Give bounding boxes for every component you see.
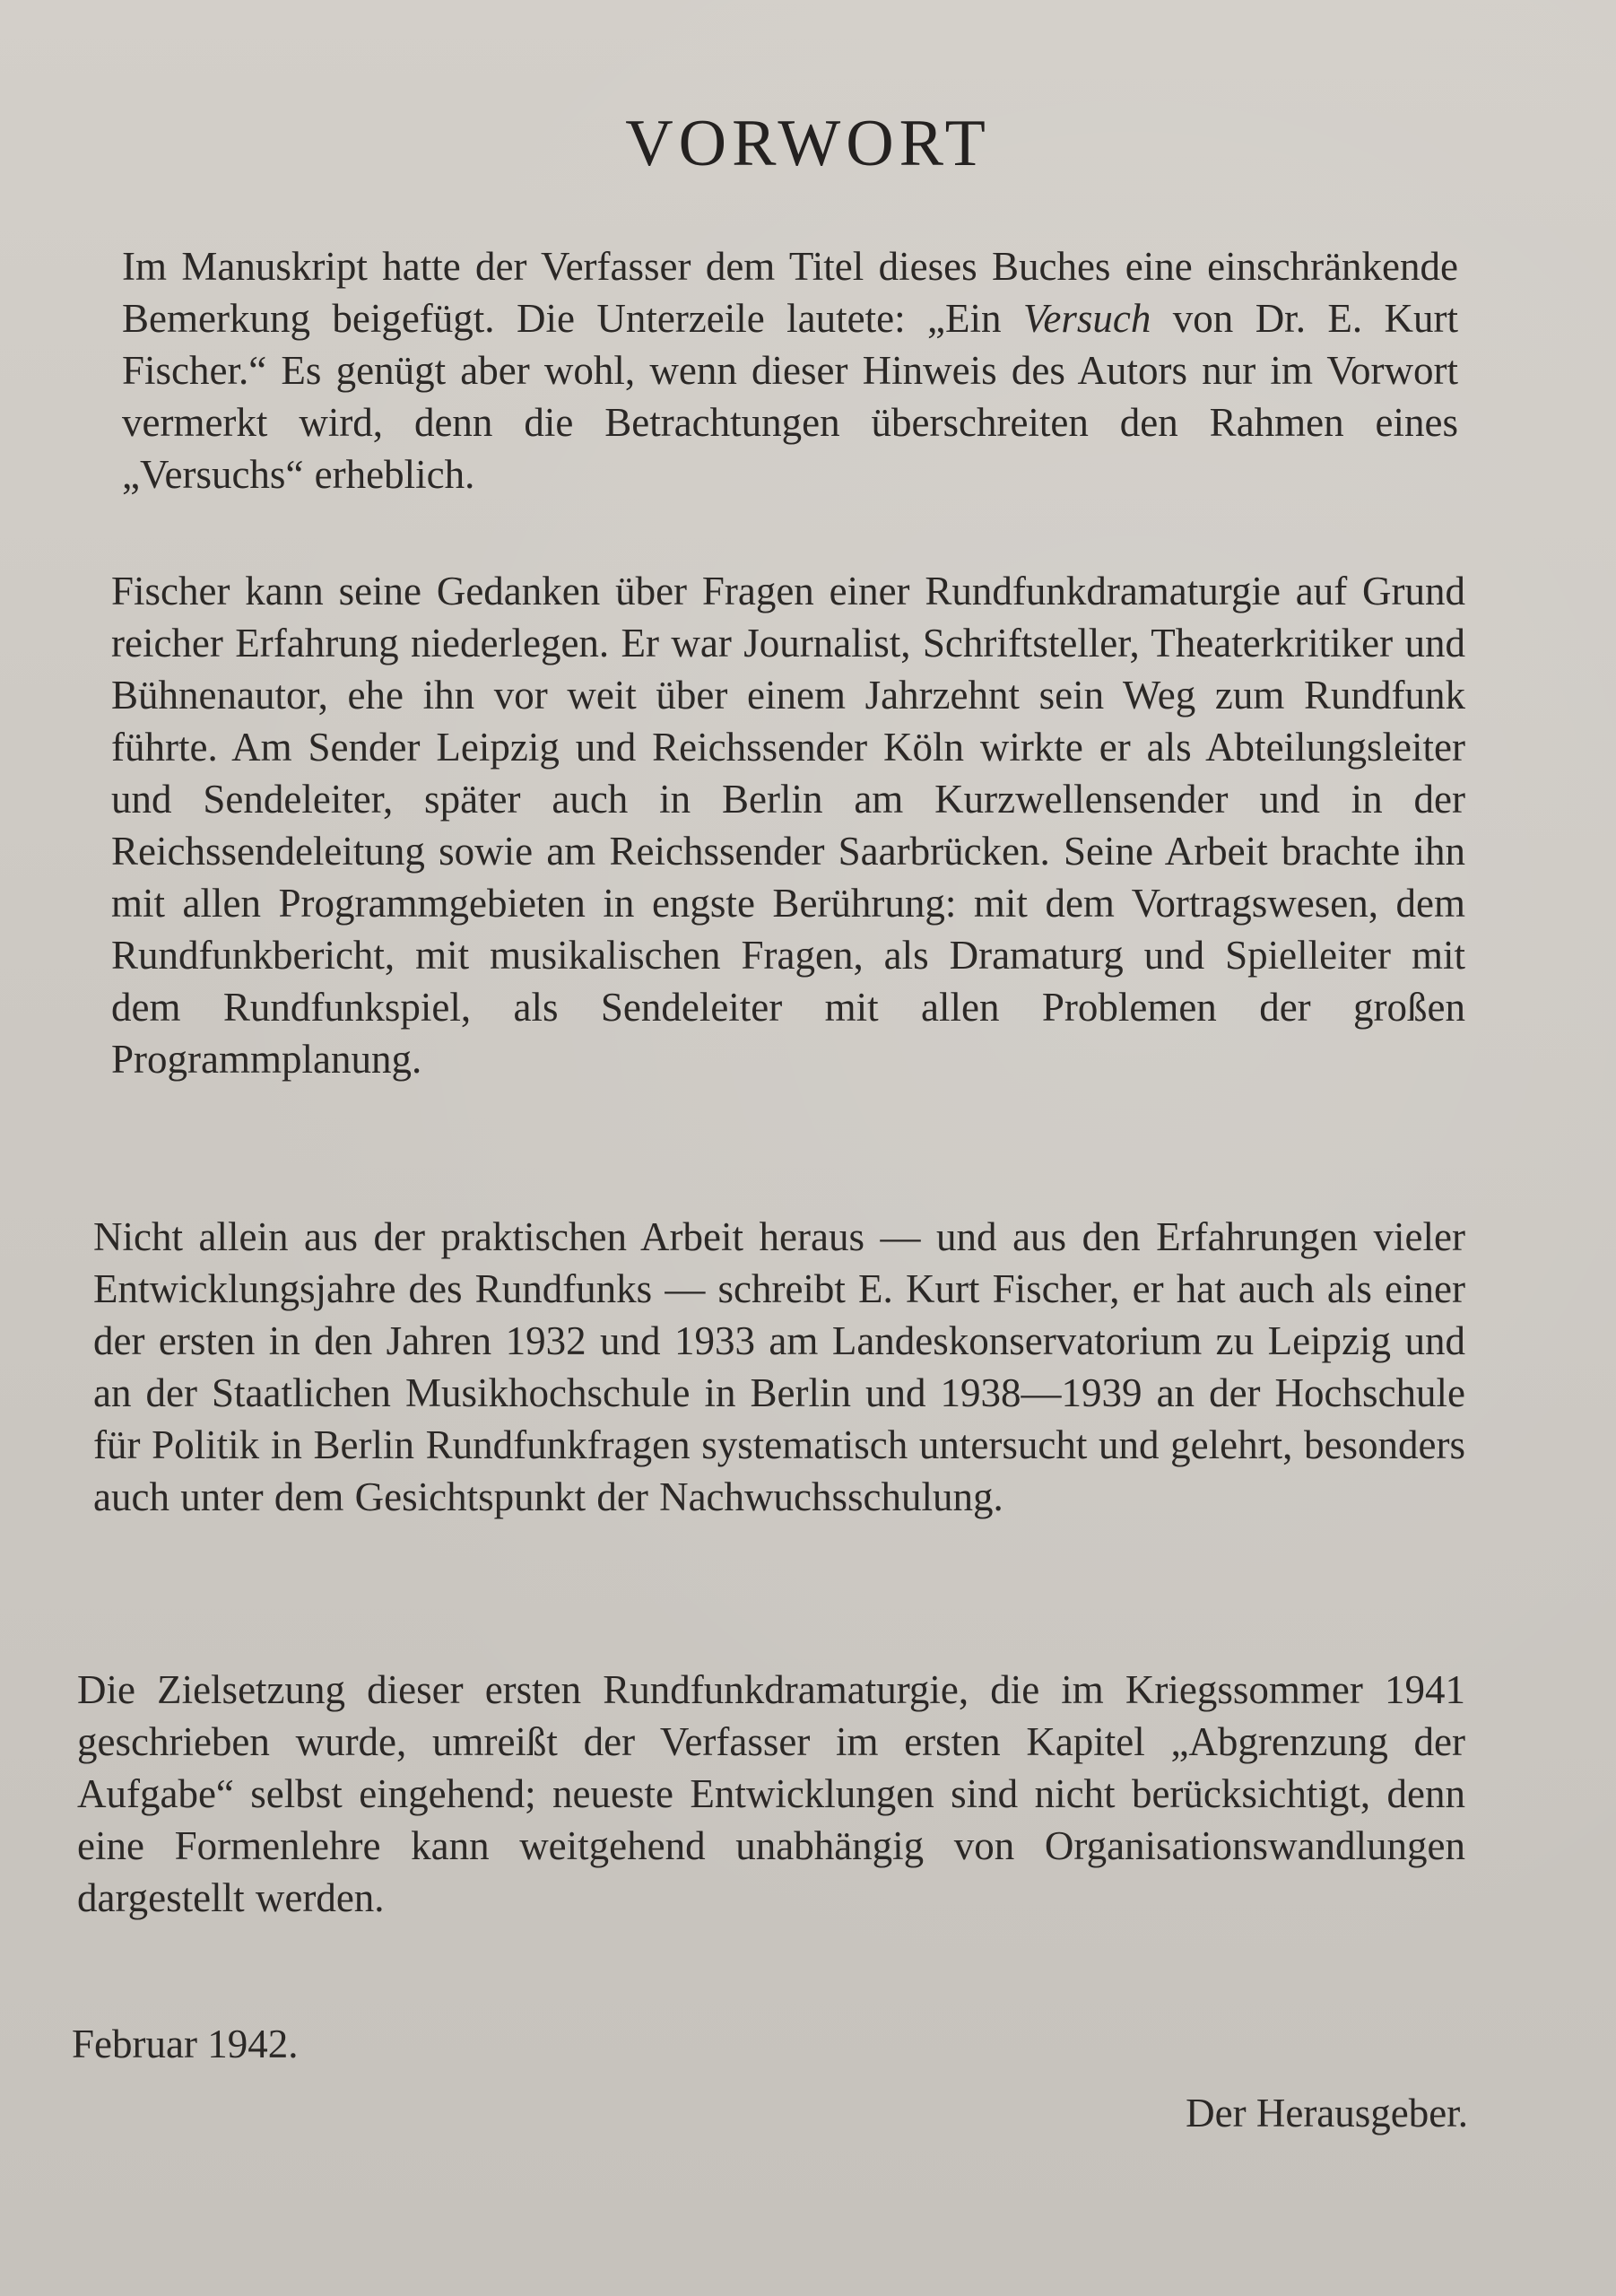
paragraph-4: Die Zielsetzung dieser ersten Rundfunkdramaturgie, die im Kriegssommer 1941 geschrieben wurde, umreißt der Verfasser im ersten Kapitel „Abgrenzung der Aufgabe“ selbst eingehend; neueste Entwicklungen sind nicht berücksichtigt, denn eine Formenlehre kann weitgehend unabhängig von Organisationswandlungen dargestellt werden. (77, 1667, 1465, 1920)
paragraph-2: Fischer kann seine Gedanken über Fragen einer Rundfunkdramaturgie auf Grund reicher Erfahrung niederlegen. Er war Journalist, Schriftsteller, Theaterkritiker und Bühnenautor, ehe ihn vor weit über einem Jahrzehnt sein Weg zum Rundfunk führte. Am Sender Leipzig und Reichssender Köln wirkte er als Abteilungsleiter und Sendeleiter, später auch in Berlin am Kurzwellensender und in der Reichssendeleitung sowie am Reichssender Saarbrücken. Seine Arbeit brachte ihn mit allen Programmgebieten in engste Berührung: mit dem Vortragswesen, dem Rundfunkbericht, mit musikalischen Fragen, als Dramaturg und Spielleiter mit dem Rundfunkspiel, als Sendeleiter mit allen Problemen der großen Programmplanung. (111, 569, 1465, 1082)
date-line: Februar 1942. (72, 2022, 299, 2066)
paragraph-3: Nicht allein aus der praktischen Arbeit heraus — und aus den Erfahrungen vieler Entwicklungsjahre des Rundfunks — schreibt E. Kurt Fischer, er hat auch als einer der ersten in den Jahren 1932 und 1933 am Landeskonservatorium zu Leipzig und an der Staatlichen Musikhochschule in Berlin und 1938—1939 an der Hochschule für Politik in Berlin Rundfunkfragen systematisch untersucht und gelehrt, besonders auch unter dem Gesichtspunkt der Nachwuchsschulung. (93, 1214, 1465, 1519)
page-title: VORWORT (625, 107, 991, 180)
paragraph-1-text-end: von Dr. E. Kurt Fischer.“ Es genügt aber wohl, wenn dieser Hinweis des Autors nur im Vorwort vermerkt wird, denn die Betrachtungen überschreiten den Rahmen eines „Versuchs“ erheblich. (122, 296, 1458, 497)
signature: Der Herausgeber. (1186, 2091, 1468, 2135)
paragraph-1-text-start: Im Manuskript hatte der Verfasser dem Titel dieses Buches eine einschränkende Bemerkung beigefügt. Die Unterzeile lautete: „Ein (122, 244, 1458, 341)
paragraph-1 (122, 240, 1458, 500)
paragraph-1-italic-word: Versuch (1022, 296, 1151, 341)
